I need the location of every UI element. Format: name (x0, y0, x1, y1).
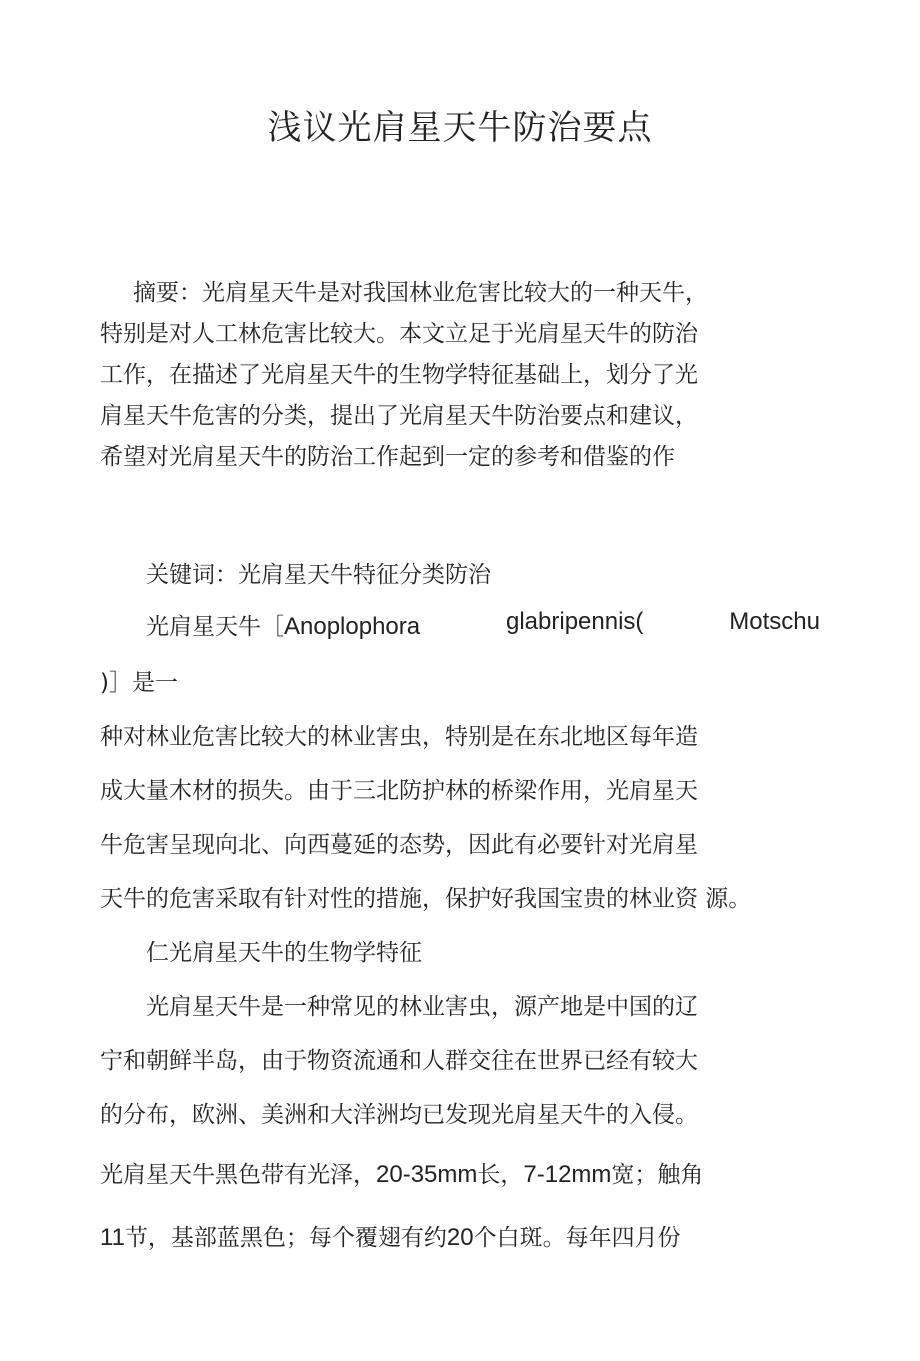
scientific-genus: Anoplophora (284, 613, 421, 640)
abstract-line: 希望对光肩星天牛的防治工作起到一定的参考和借鉴的作 (100, 444, 675, 470)
intro-line: 天牛的危害采取有针对性的措施，保护好我国宝贵的林业资 源。 (100, 886, 752, 912)
document-title: 浅议光肩星天牛防治要点 (267, 108, 653, 148)
abstract-line: 特别是对人工林危害比较大。本文立足于光肩星天牛的防治 (100, 321, 698, 347)
morphology-line (100, 1156, 703, 1189)
section-line: 光肩星天牛是一种常见的林业害虫，源产地是中国的辽 (146, 994, 698, 1020)
intro-line: 成大量木材的损失。由于三北防护林的桥梁作用，光肩星天 (100, 778, 698, 804)
abstract-line: 肩星天牛危害的分类，提出了光肩星天牛防治要点和建议， (100, 403, 698, 429)
morph-text: 个白斑。每年四月份 (473, 1225, 681, 1251)
morph-width: 7-12mm (523, 1161, 612, 1188)
section-line: 的分布，欧洲、美洲和大洋洲均已发现光肩星天牛的入侵。 (100, 1102, 698, 1128)
intro-line: 种对林业危害比较大的林业害虫，特别是在东北地区每年造 (100, 724, 698, 750)
scientific-species: glabripennis( (506, 608, 644, 635)
keywords: 关键词：光肩星天牛特征分类防治 (146, 562, 491, 588)
intro-head: 光肩星天牛［ (146, 614, 284, 640)
abstract-line: 工作，在描述了光肩星天牛的生物学特征基础上，划分了光 (100, 362, 698, 388)
intro-line: 牛危害呈现向北、向西蔓延的态势，因此有必要针对光肩星 (100, 832, 698, 858)
morph-text: 光肩星天牛黑色带有光泽， (100, 1162, 376, 1188)
section-heading: 仁光肩星天牛的生物学特征 (146, 940, 422, 966)
abstract-line: 摘要：光肩星天牛是对我国林业危害比较大的一种天牛， (133, 280, 708, 306)
scientific-author: Motschu (729, 608, 820, 635)
section-line: 宁和朝鲜半岛，由于物资流通和人群交往在世界已经有较大 (100, 1048, 698, 1074)
morphology-line (100, 1219, 681, 1252)
morph-text: 节，基部蓝黑色；每个覆翅有约 (124, 1225, 447, 1251)
morph-text: 宽；触角 (611, 1162, 704, 1188)
morph-text: 长， (477, 1162, 524, 1188)
spot-count: 20 (446, 1224, 474, 1251)
intro-first-line (146, 608, 820, 641)
antenna-segments: 11 (100, 1224, 125, 1251)
morph-length: 20-35mm (376, 1161, 478, 1188)
intro-tail: )］是一 (100, 670, 178, 696)
